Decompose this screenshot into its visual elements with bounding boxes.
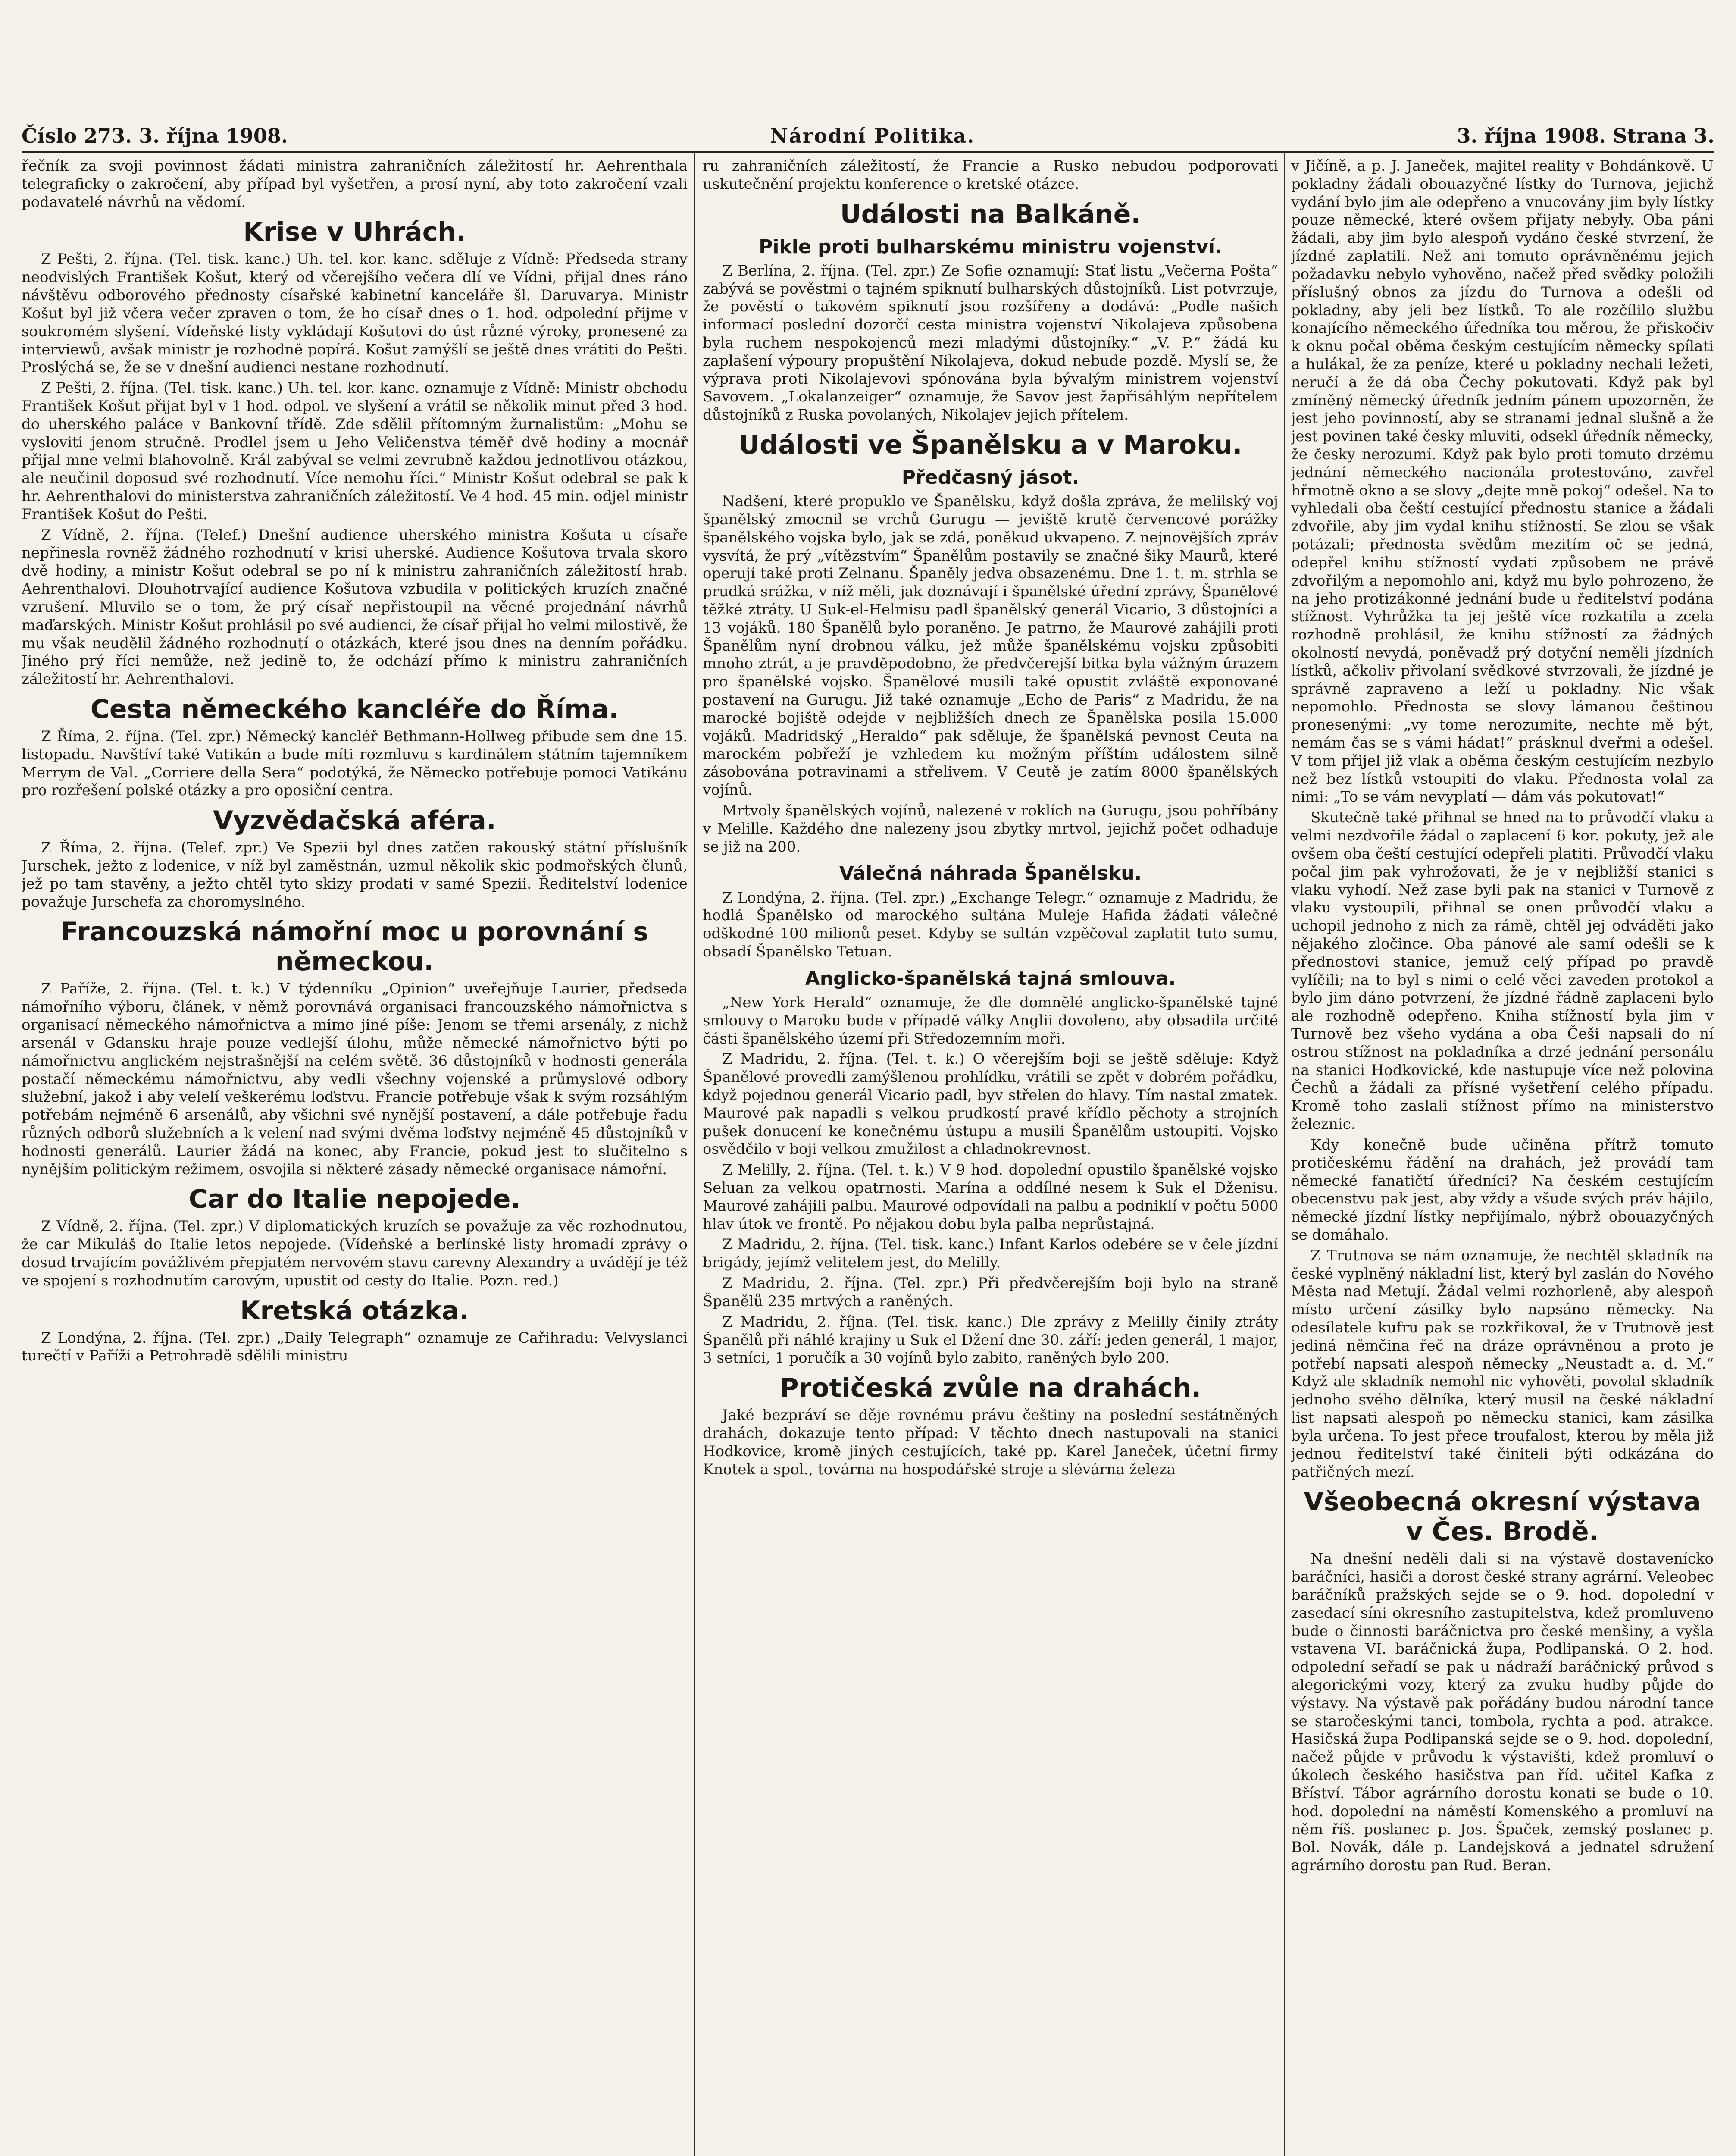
article-text: Z Madridu, 2. října. (Tel. tisk. kanc.) Infant Karlos odebére se v čele jízdní brigády, jejímž velitelem jest, do Melilly. [703,1236,1278,1272]
headline-udalosti-na-balkane: Události na Balkáně. [840,199,1141,229]
headline-cesta-kanclere: Cesta německého kancléře do Říma. [90,694,619,724]
article-text: v Jičíně, a p. J. Janeček, majitel reality v Bohdánkově. U pokladny žádali obouazyčné lístky do Turnova, jejichž vydání bylo jim ale odepřeno a vnucovány jim byly lístky pouze německé, které ovšem přijaty nebyly. Oba páni žádali, aby jim bylo alespoň vydáno české stvrzení, že jízdné zaplatili. Než ani tomuto oprávněnému jejich požadavku nebylo vyhověno, načež před svědky položili příslušný obnos za jízdu do Turnova a odešli od pokladny, aby jeli bez lístků. To ale rozčílilo službu konajícího německého úředníka tou měrou, že přiskočiv k oknu počal oběma českým cestujícím německy spílati a hulákal, že za peníze, které u pokladny nechali ležeti, neručí a že dá oba Čechy pokutovati. Když pak byl zmíněný německý úředník jedním pánem upozorněn, že jest jeho povinností, aby se stranami jednal slušně a že jest povinen také česky mluviti, odsekl úředník německy, že česky nerozumí. Když pak bylo proti tomuto drzému jednání německého nacionála protestováno, zavřel hřmotně okno a se slovy „dejte mně pokoj“ odešel. Na to vyhledali oba čeští cestující přednostu stanice a žádali zdvořile, aby jim vydal knihu stížností. Se zlou se však potázali; přednosta svědům mezitím oč se jedná, odepřel knihu stížností vydati způsobem ne právě zdvořilým a nepomohlo ani, když mu bylo pohrozeno, že na jeho protizákonné jednání bude u ředitelství podána stížnost. Vyhrůžka ta jej ještě více rozkatila a zcela rozhodně prohlásil, že knihu stížností za žádných okolností nevydá, poněvadž prý dotyční neměli jízdních lístků, ačkoliv přivolaní svědkové stvrzovali, že jízdné je správně zapraveno a leží u pokladny. Nic však nepomohlo. Přednosta se slovy lámanou češtinou pronesenými: „vy tome nerozumite, nechte mě být, nemám čas se s vámi hádat!“ prásknul dveřmi a odešel. V tom přijel již vlak a oběma českým cestujícím nezbylo než bez lístků vstoupiti do vlaku. Přednosta volal za nimi: „To se vám nevyplatí — dám vás pokutovat!“ [1291,157,1714,806]
column-2 [703,157,1278,2156]
headline-car-do-italie: Car do Italie nepojede. [188,1184,521,1215]
article-text: Z Melilly, 2. října. (Tel. t. k.) V 9 hod. dopolední opustilo španělské vojsko Seluan za velkou opatrnosti. Marína a oddílné nesem k Suk el Dženisu. Maurové zahájili palbu. Maurové odpovídali na palbu a podniklí v počtu 5000 hlav útok ve frontě. Po nějakou dobu byla palba neprůstajná. [703,1161,1278,1233]
article-text: řečník za svoji povinnost žádati ministra zahraničních záležitostí hr. Aehrenthala telegraficky o zakročení, aby případ byl vyšetřen, a prosí nyní, aby toto zakročení vzali podavatelé návrhů na vědomí. [22,157,688,211]
article-text: Z Berlína, 2. října. (Tel. zpr.) Ze Sofie oznamují: Stať listu „Večerna Pošta“ zabývá se pověstmi o tajném spiknutí bulharských důstojníků. List potvrzuje, že pověstí o takovém spiknutí jsou rozšířeny a dodává: „Podle našich informací poslední dozorčí cesta ministra vojenství Nikolajeva způsobena byla ruchem nespokojenců mezi mladými důstojníky.“ „V. P.“ žádá ku zaplašení výpoury propuštění Nikolajeva, dokud nebude pozdě. Myslí se, že výprava proti Nikolajevovi spónována byla bývalým ministrem vojenství Savovem. „Lokalanzeiger“ oznamuje, že Savov jest žapřisáhlým nepřítelem důstojníků z Ruska povolaných, Nikolajev jejich přítelem. [703,262,1278,424]
subheadline-pikle: Pikle proti bulharskému ministru vojenství. [759,235,1222,258]
article-text: Z Vídně, 2. října. (Tel. zpr.) V diplomatických kruzích se považuje za věc rozhodnutou, že car Mikuláš do Italie letos nepojede. (Vídeňské a berlínské listy hromadí zprávy o dosud trvajícím povážlivém přepjatém nervovém stavu carevny Alexandry a uvádějí je též ve spojení s rozhodnutím carovým, upustit od cesty do Italie. Pozn. red.) [22,1218,688,1289]
article-text: Na dnešní neděli dali si na výstavě dostavenícko baráčníci, hasiči a dorost české strany agrární. Veleobec baráčníků pražských sejde se o 9. hod. dopolední v zasedací síni okresního zastupitelstva, kdež promluveno bude o činnosti baráčnictva pro české menšiny, a vyšla vstavena VI. baráčnická župa, Podlipanská. O 2. hod. odpolední seřadí se pak u nádraží baráčnický průvod s alegorickými vozy, který za zvuku hudby půjde do výstavy. Na výstavě pak pořádány budou národní tance se staročeskými tanci, tombola, rychta a pod. atrakce. Hasičská župa Podlipanská sejde se o 9. hod. dopolední, načež půjde v průvodu k výstavišti, kdež promluví o úkolech českého hasičstva pan říd. učitel Kafka z Bříství. Tábor agrárního dorostu konati se bude o 10. hod. dopolední na náměstí Komenského a promluví na něm říš. poslanec p. Jos. Špaček, zemský poslanec p. Bol. Novák, dále p. Landejsková a jednatel sdružení agrárního dorostu pan Rud. Beran. [1291,1550,1714,1874]
headline-krise-v-uhrach: Krise v Uhrách. [243,217,466,248]
subheadline-anglicko-spanelska-smlouva: Anglicko-španělská tajná smlouva. [805,967,1176,990]
newspaper-title: Národní Politika. [770,124,975,147]
article-text: Z Vídně, 2. října. (Telef.) Dnešní audience uherského ministra Košuta u císaře nepřinesla rovněž žádného rozhodnutí v krisi uherské. Audience Košutova trvala skoro dvě hodiny, a ministr Košut odebral se po ní k ministru zahraničních záležitostí hrab. Aehrenthalovi. Dlouhotrvající audience Košutova vzbudila v politických kruzích značné vzrušení. Mluvilo se o tom, že prý císař nepřistoupil na věcné projednání návrhů maďarských. Ministr Košut prohlásil po své audienci, že císař přijal ho velmi milostivě, že mu však neudělil žádného rozhodnutí o otázkách, které jsou dnes na denním pořádku. Jiného prý říci nemůže, než jedině to, že odchází přímo k ministru zahraničních záležitostí hr. Aehrenthalovi. [22,526,688,688]
column-rule-1 [694,153,695,2156]
headline-proticeska-zvule: Protičeská zvůle na drahách. [779,1373,1201,1404]
headline-udalosti-ve-spanelsku: Události ve Španělsku a v Maroku. [738,430,1242,461]
headline-vyzvedacska-afera: Vyzvědačská aféra. [213,805,496,836]
issue-number-date: Číslo 273. 3. října 1908. [22,124,288,147]
article-text: Z Paříže, 2. října. (Tel. t. k.) V týdenníku „Opinion“ uveřejňuje Laurier, předseda námořního výboru, článek, v němž porovnává organisaci francouzského námořnictva s organisací německého námořnictva a mimo jiné píše: Jenom se třemi arsenály, z nichž arsenál v Gdansku hraje pouze vedlejší úlohu, může německé námořnictvo býti po námořnictvu anglickém nejstrašnější na celém světě. 36 důstojníků v hodnosti generála postačí německému námořnictvu, aby vedli všechny vojenské a průmyslové odbory služební, jakož i aby velelí veškerému loďstvu. Francie potřebuje však k svým rozsáhlým potřebám nejméně 6 arsenálů, aby všichni své nynější postavení, a dále potřebuje řadu různých odborů služebních a k velení nad svými dvěma loďstvy nejméně 45 důstojníků v hodnosti generálů. Laurier žádá na konec, aby Francie, pokud jest to slučitelno s nynějším politickým režimem, osvojila si některé zásady německé organisace námořní. [22,980,688,1178]
article-text: Z Pešti, 2. října. (Tel. tisk. kanc.) Uh. tel. kor. kanc. oznamuje z Vídně: Ministr obchodu František Košut přijat byl v 1 hod. odpol. ve slyšení a vrátil se několik minut před 3 hod. do uherského paláce v Bankovní třídě. Zde sdělil přítomným žurnalistům: „Mohu se vysloviti jenom stručně. Prodlel jsem u Jeho Veličenstva téměř dvě hodiny a mocnář přijal mne velmi blahovolně. Král zabýval se velmi zevrubně každou jednotlivou otázkou, ale neučinil doposud své rozhodnutí. Více nemohu říci.“ Ministr Košut odebral se pak k hr. Aehrenthalovi do ministerstva zahraničních záležitostí. Ve 4 hod. 45 min. odjel ministr František Košut do Pešti. [22,379,688,523]
headline-francouzska-namorni-moc: Francouzská námořní moc u porovnání s německou. [60,917,649,977]
article-text: Nadšení, které propuklo ve Španělsku, když došla zpráva, že melilský voj španělský zmocnil se vrchů Gurugu — jeviště krutě červencové porážky španělského vojska bylo, jak se zdá, poněkud ukvapeno. Z nejnovějších zpráv vysvítá, že prý „vítězstvím“ Španělům postavily se značné šiky Maurů, které operují také proti Zelnanu. Španěly jedva obsazenému. Dne 1. t. m. strhla se prudká srážka, v níž měli, jak doznávají i španělské úřední zprávy, Španělové těžké ztráty. U Suk-el-Helmisu padl španělský generál Vicario, 3 důstojníci a 13 vojáků. 180 Španělů bylo poraněno. Je patrno, že Maurové zahájili proti Španělům nyní drobnou válku, jež může španělskému vojsku způsobiti mnoho ztrát, a je pravděpodobno, že předvčerejší bitka byla vážným úrazem pro španělské vojsko. Španělové musili také opustit zvláště exponované postavení na Gurugu. Již také oznamuje „Echo de Paris“ z Madridu, že na marocké bojiště odejde v nejbližších dnech ze Španělska posila 15.000 vojáků. Madridský „Heraldo“ pak sděluje, že španělská pevnost Ceuta na marockém pobřeží je vzhledem ku možným příštím událostem silně zásobována potravinami a střelivem. V Ceutě je zatím 8000 španělských vojínů. [703,493,1278,799]
article-text: Z Pešti, 2. října. (Tel. tisk. kanc.) Uh. tel. kor. kanc. sděluje z Vídně: Předseda strany neodvislých František Košut, který od včerejšího večera dlí ve Vídni, přijal dnes ráno návštěvu odborového přednosty císařské kabinetní kanceláře šl. Daruvarya. Ministr Košut byl již včera večer zpraven o tom, že ho císař dnes o 1. hod. odpolední přijme v soukromém slyšení. Vídeňské listy vykládají Košutovi do úst různé výroky, pronesené za interviewů, avšak ministr je rozhodně popírá. Košut zamýšlí se ještě dnes vrátiti do Pešti. Proslýchá se, že se v dnešní audienci nestane rozhodnutí. [22,251,688,376]
article-text: Z Říma, 2. října. (Tel. zpr.) Německý kancléř Bethmann-Hollweg přibude sem dne 15. listopadu. Navštíví také Vatikán a bude míti rozmluvu s kardinálem státním tajemníkem Merrym de Val. „Corriere della Sera“ podotýká, že Německo potřebuje pomoci Vatikánu pro rozřešení polské otázky a pro oposiční centra. [22,727,688,799]
article-text: Jaké bezpráví se děje rovnému právu češtiny na poslední sestátněných drahách, dokazuje tento případ: V těchto dnech nastupovali na stanici Hodkovice, kromě jiných cestujících, také pp. Karel Janeček, účetní firmy Knotek a spol., továrna na hospodářské stroje a slévárna železa [703,1407,1278,1478]
masthead-rule [22,151,1714,153]
article-text: Z Madridu, 2. října. (Tel. zpr.) Při předvčerejším boji bylo na straně Španělů 235 mrtvých a raněných. [703,1275,1278,1310]
article-text: „New York Herald“ oznamuje, že dle domnělé anglicko-španělské tajné smlouvy o Maroku bude v případě války Anglii dovoleno, aby obsadila určité části španělského území při Středozemním moři. [703,993,1278,1047]
headline-okresni-vystava: Všeobecná okresní výstava v Čes. Brodě. [1304,1487,1701,1547]
subheadline-valecna-nahrada: Válečná náhrada Španělsku. [839,862,1142,885]
article-text: Z Londýna, 2. října. (Tel. zpr.) „Daily Telegraph“ oznamuje ze Cařihradu: Velvyslanci turečtí v Paříži a Petrohradě sdělili ministru [22,1329,688,1365]
article-text: Skutečně také přihnal se hned na to průvodčí vlaku a velmi nezdvořile žádal o zaplacení 6 kor. pokuty, jež ale ovšem oba čeští cestující odepřeli platiti. Průvodčí vlaku počal jim pak vyhrožovati, že je v nejbližší stanici s vlaku vyhodí. Než zase byli pak na stanici v Turnově z vlaku vystoupili, přihnal se onen průvodčí vlaku a uchopil jednoho z nich za rámě, chtěl jej odváděti jako nějakého zločince. Oba pánové ale samí odešli se k přednostovi stanice, jemuž celý případ po pravdě vylíčili; na to byl s nimi o celé věci zaveden protokol a bylo jim dáno potvrzení, že jízdné řádně zaplaceni bylo ale rozhodně odepřeno. Kniha stížností byla jim v Turnově bez všeho vydána a oba Češi napsali do ní ostrou stížnost na pokladníka a drzé jednání personálu na stanici Hodkovické, kde nastupuje více než polovina Čechů a žádali za přísné vyšetření celého případu. Kromě toho zaslali stížnost přímo na ministerstvo železnic. [1291,809,1714,1133]
column-1 [22,157,688,2156]
masthead [22,121,1714,151]
article-text: Z Trutnova se nám oznamuje, že nechtěl skladník na české vyplněný nákladní list, který byl zaslán do Nového Města nad Metují. Žádal velmi rozhorleně, aby alespoň místo určení zásilky bylo napsáno německy. Na odesílatele kufru pak se rozkřikoval, že v Trutnově jest jediná němčina řeč na dráze oprávněnou a proto je potřebí napsati alespoň německy „Neustadt a. d. M.“ Když ale skladník nemohl nic vyhověti, povolal skladník jednoho svého dělníka, který musil na české nákladní list napsati alespoň po německu stanici, kam zásilka byla určena. To jest přece troufalost, kterou by měla již jednou ředitelství také činiteli býti odkázána do patřičných mezí. [1291,1247,1714,1481]
article-text: Z Madridu, 2. října. (Tel. t. k.) O včerejším boji se ještě sděluje: Když Španělové provedli zamýšlenou prohlídku, vrátili se zpět v dobrém pořádku, když pojednou generál Vicario padl, byv střelen do hlavy. Tím nastal zmatek. Maurové pak napadli s velkou prudkostí pravé křídlo pěchoty a strojních pušek donucení ke konečnému ústupu a musili Španělům ustoupiti. Vojsko osvědčilo v boji velkou zmužilost a chladnokrevnost. [703,1050,1278,1158]
headline-kretska-otazka: Kretská otázka. [240,1295,469,1326]
article-text: ru zahraničních záležitostí, že Francie a Rusko nebudou podporovati uskutečnění projektu konference o kretské otázce. [703,157,1278,193]
article-text: Z Madridu, 2. října. (Tel. tisk. kanc.) Dle zprávy z Melilly činily ztráty Španělů při náhlé krajiny u Suk el Džení dne 30. září: jeden generál, 1 major, 3 setníci, 1 poručík a 30 vojínů bylo zabito, raněných bylo 200. [703,1313,1278,1367]
column-3 [1291,157,1714,2156]
article-text: Kdy konečně bude učiněna přítrž tomuto protičeskému řádění na drahách, jež provádí tam německé fanatičtí úředníci? Na českém cestujícím obecenstvu pak jest, aby vždy a všude svých práv hájilo, německé jízdní lístky nepřijímalo, nýbrž obouazyčných se domáhalo. [1291,1136,1714,1244]
article-text: Mrtvoly španělských vojínů, nalezené v roklích na Gurugu, jsou pohříbány v Melille. Každého dne nalezeny jsou zbytky mrtvol, jejichž počet odhaduje se již na 200. [703,802,1278,856]
page-date-number: 3. října 1908. Strana 3. [1457,124,1714,147]
article-text: Z Londýna, 2. října. (Tel. zpr.) „Exchange Telegr.“ oznamuje z Madridu, že hodlá Španělsko od marockého sultána Muleje Hafida žádati válečné odškodné 100 milionů peset. Kdyby se sultán vzpěčoval zaplatit tuto sumu, obsadí Španělsko Tetuan. [703,889,1278,960]
article-text: Z Říma, 2. října. (Telef. zpr.) Ve Spezii byl dnes zatčen rakouský státní příslušník Jurschek, ježto z lodenice, v níž byl zaměstnán, uzmul několik skic podmořských člunů, jež po tam stavěny, a ježto chtěl tyto skizy prodati v samé Spezii. Ředitelství lodenice považuje Jurschefa za choromyslného. [22,839,688,911]
subheadline-predcasny-jasot: Předčasný jásot. [901,467,1079,489]
column-rule-2 [1284,153,1285,2156]
